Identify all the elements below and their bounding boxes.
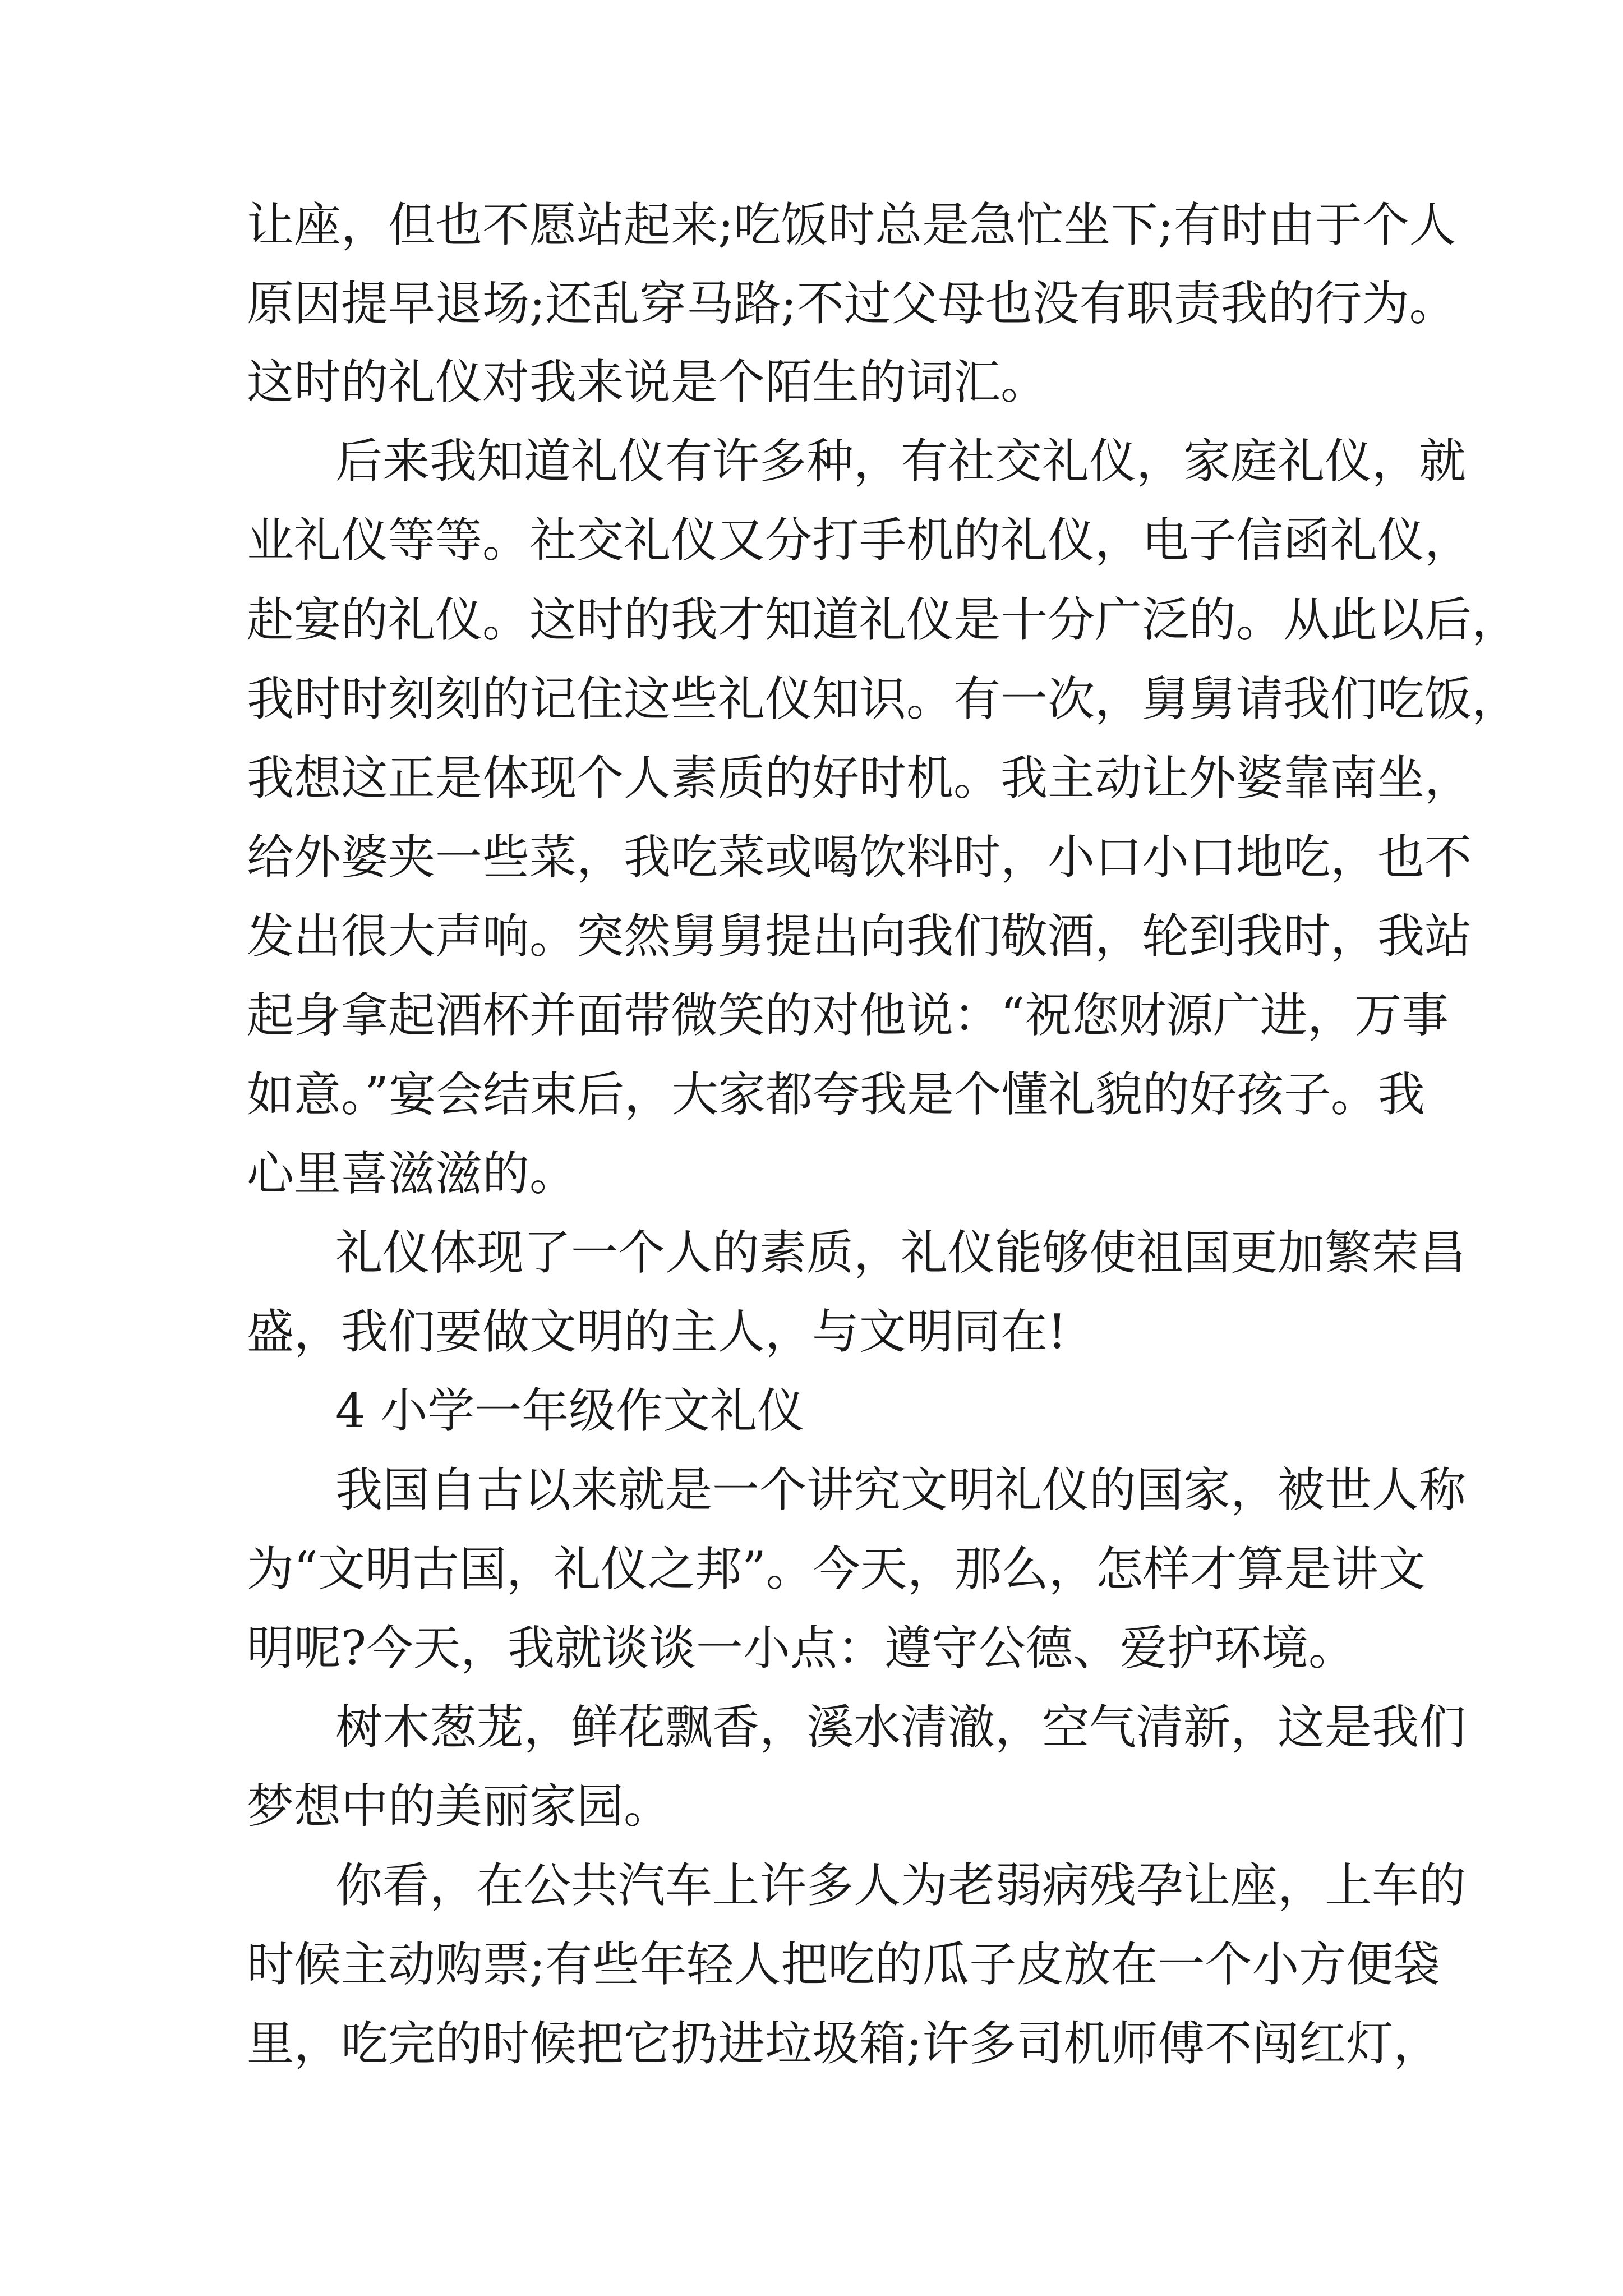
line-text: 这时的礼仪对我来说是个陌生的词汇。	[247, 355, 1048, 409]
text-line	[0, 1609, 1623, 1687]
text-line	[0, 1767, 1623, 1846]
text-line	[0, 1688, 1623, 1766]
text-line	[0, 1530, 1623, 1608]
text-line	[0, 1846, 1623, 1925]
line-text: 我想这正是体现个人素质的好时机。我主动让外婆靠南坐，	[247, 751, 1472, 806]
text-line	[0, 1372, 1623, 1450]
text-line	[0, 264, 1623, 343]
text-line	[0, 1451, 1623, 1529]
line-text: 我时时刻刻的记住这些礼仪知识。有一次，舅舅请我们吃饭，	[247, 671, 1519, 726]
line-text: 原因提早退场;还乱穿马路;不过父母也没有职责我的行为。	[247, 276, 1456, 331]
text-line	[0, 2004, 1623, 2083]
line-text: 盛，我们要做文明的主人，与文明同在!	[247, 1304, 1067, 1359]
line-text: 梦想中的美丽家园。	[247, 1779, 671, 1834]
text-line	[0, 1925, 1623, 2004]
line-text: 明呢?今天，我就谈谈一小点：遵守公德、爱护环境。	[247, 1621, 1356, 1676]
line-text: 4 小学一年级作文礼仪	[335, 1383, 805, 1438]
text-line	[0, 739, 1623, 817]
line-text: 赴宴的礼仪。这时的我才知道礼仪是十分广泛的。从此以后，	[247, 592, 1519, 647]
line-text: 里，吃完的时候把它扔进垃圾箱;许多司机师傅不闯红灯，	[247, 2016, 1441, 2071]
line-text: 业礼仪等等。社交礼仪又分打手机的礼仪，电子信函礼仪，	[247, 513, 1472, 568]
text-line	[0, 976, 1623, 1055]
text-line	[0, 1055, 1623, 1134]
line-text: 发出很大声响。突然舅舅提出向我们敬酒，轮到我时，我站	[247, 909, 1472, 964]
line-text: 给外婆夹一些菜，我吃菜或喝饮料时，小口小口地吃，也不	[247, 830, 1472, 885]
line-text: 让座，但也不愿站起来;吃饭时总是急忙坐下;有时由于个人	[247, 197, 1456, 252]
text-line	[0, 501, 1623, 579]
text-line	[0, 1213, 1623, 1292]
line-text: 后来我知道礼仪有许多种，有社交礼仪，家庭礼仪，就	[335, 434, 1467, 489]
text-line	[0, 1134, 1623, 1213]
line-text: 你看，在公共汽车上许多人为老弱病残孕让座，上车的	[335, 1858, 1467, 1913]
text-line	[0, 422, 1623, 500]
line-text: 心里喜滋滋的。	[247, 1146, 577, 1201]
line-text: 礼仪体现了一个人的素质，礼仪能够使祖国更加繁荣昌	[335, 1225, 1467, 1280]
text-line	[0, 818, 1623, 896]
line-text: 为“文明古国，礼仪之邦”。今天，那么，怎样才算是讲文	[247, 1542, 1426, 1596]
text-line	[0, 343, 1623, 421]
line-text: 树木葱茏，鲜花飘香，溪水清澈，空气清新，这是我们	[335, 1700, 1467, 1755]
text-line	[0, 186, 1623, 264]
line-text: 我国自古以来就是一个讲究文明礼仪的国家，被世人称	[335, 1462, 1467, 1517]
line-text: 起身拿起酒杯并面带微笑的对他说：“祝您财源广进，万事	[247, 988, 1449, 1043]
text-line	[0, 897, 1623, 976]
line-text: 如意。”宴会结束后，大家都夸我是个懂礼貌的好孩子。我	[247, 1067, 1425, 1122]
line-text: 时候主动购票;有些年轻人把吃的瓜子皮放在一个小方便袋	[247, 1937, 1441, 1992]
text-line	[0, 660, 1623, 738]
text-line	[0, 1292, 1623, 1371]
text-line	[0, 581, 1623, 659]
